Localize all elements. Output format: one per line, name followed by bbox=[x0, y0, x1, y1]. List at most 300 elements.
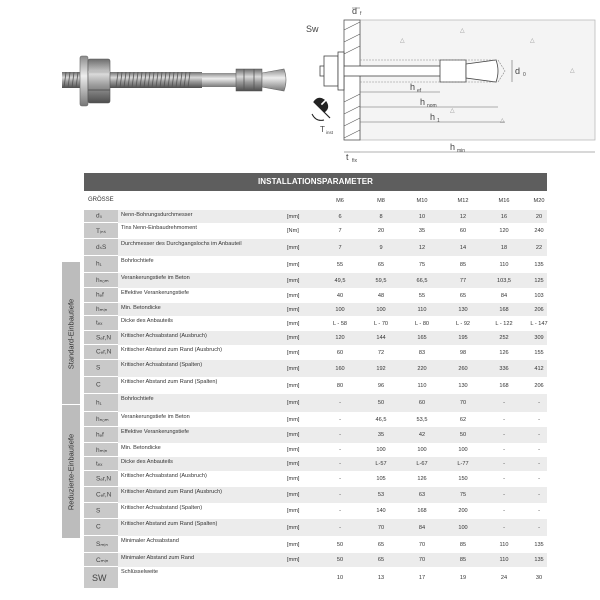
cell-value: - bbox=[538, 476, 540, 482]
svg-text:1: 1 bbox=[437, 118, 440, 124]
row-symbol-cell bbox=[84, 345, 118, 360]
cell-value: - bbox=[538, 400, 540, 406]
cell-value: - bbox=[503, 447, 505, 453]
cell-value: L - 70 bbox=[373, 320, 389, 327]
svg-text:△: △ bbox=[530, 38, 535, 44]
cell-value: 48 bbox=[377, 292, 385, 299]
label-h-nom: h bbox=[420, 97, 426, 107]
label-t-fix: t bbox=[346, 152, 349, 162]
row-symbol-cell bbox=[84, 519, 118, 536]
cell-value: 49,5 bbox=[334, 277, 346, 284]
cell-value: 7 bbox=[338, 244, 342, 251]
label-d-0: d bbox=[515, 66, 521, 76]
row-description: Durchmesser des Durchgangslochs im Anbauteil bbox=[121, 241, 242, 247]
cell-value: 13 bbox=[377, 575, 385, 581]
row-symbol: d₀ bbox=[96, 212, 103, 220]
cell-value: - bbox=[339, 400, 341, 406]
row-unit: [mm] bbox=[287, 292, 300, 299]
cell-value: 10 bbox=[336, 575, 344, 581]
row-description: Bohrlochtiefe bbox=[121, 396, 154, 402]
cell-value: 126 bbox=[499, 349, 509, 356]
cell-value: 50 bbox=[459, 432, 467, 438]
row-description: Schlüsselweite bbox=[121, 569, 158, 575]
group-standard bbox=[62, 261, 80, 405]
cell-value: 206 bbox=[534, 382, 544, 389]
row-symbol-cell bbox=[84, 360, 118, 377]
cell-value: 126 bbox=[417, 476, 427, 482]
cell-value: 130 bbox=[458, 306, 468, 313]
cell-value: 24 bbox=[500, 575, 508, 581]
cell-value: 150 bbox=[458, 476, 468, 482]
row-symbol-cell bbox=[84, 239, 118, 256]
table-row bbox=[84, 345, 547, 360]
label-t-inst: T bbox=[320, 125, 325, 134]
row-description: Kritischer Abstand zum Rand (Spalten) bbox=[121, 379, 218, 385]
row-symbol: C bbox=[96, 381, 101, 389]
table-row bbox=[84, 519, 547, 536]
row-symbol: dₛS bbox=[96, 244, 107, 251]
cell-value: 240 bbox=[534, 228, 544, 234]
cell-value: 62 bbox=[459, 416, 467, 423]
anchor-bolt-image bbox=[58, 42, 290, 122]
cell-value: - bbox=[538, 508, 540, 514]
row-symbol: h₁ bbox=[96, 260, 102, 268]
row-unit: [mm] bbox=[287, 508, 300, 514]
cell-value: 110 bbox=[417, 306, 427, 313]
cell-value: 59,5 bbox=[375, 277, 387, 284]
cell-value: 66,5 bbox=[416, 277, 428, 284]
cell-value: 55 bbox=[336, 261, 344, 268]
cell-value: 100 bbox=[417, 447, 427, 453]
row-description: Effektive Verankerungstiefe bbox=[121, 429, 189, 435]
row-symbol-cell bbox=[84, 412, 118, 427]
row-symbol: hₘᵢₙ bbox=[96, 446, 108, 454]
cell-value: L-57 bbox=[375, 461, 387, 467]
cell-value: 70 bbox=[418, 541, 426, 548]
row-unit: [mm] bbox=[287, 557, 300, 563]
cell-value: 120 bbox=[499, 228, 509, 234]
table-row bbox=[84, 457, 547, 471]
cell-value: - bbox=[339, 492, 341, 498]
row-unit: [mm] bbox=[287, 541, 300, 548]
cell-value: L - 122 bbox=[495, 320, 513, 327]
cell-value: - bbox=[538, 432, 540, 438]
cell-value: 252 bbox=[499, 335, 509, 341]
row-symbol: tₑₓ bbox=[96, 319, 103, 327]
cell-value: - bbox=[339, 432, 341, 438]
cell-value: 105 bbox=[376, 476, 386, 482]
row-unit: [mm] bbox=[287, 461, 300, 467]
cell-value: 72 bbox=[377, 349, 385, 356]
table-row bbox=[84, 394, 547, 412]
row-symbol-cell bbox=[84, 471, 118, 487]
cell-value: - bbox=[339, 476, 341, 482]
label-h-min: h bbox=[450, 142, 456, 152]
row-symbol-cell bbox=[84, 256, 118, 273]
cell-value: 96 bbox=[377, 382, 385, 389]
label-h-ef: h bbox=[410, 82, 416, 92]
table-row bbox=[84, 273, 547, 288]
cell-value: 85 bbox=[459, 541, 467, 548]
row-description: Kritischer Achsabstand (Spalten) bbox=[121, 362, 203, 368]
row-unit: [mm] bbox=[287, 524, 300, 531]
label-d-f: d bbox=[352, 6, 358, 16]
svg-text:△: △ bbox=[570, 68, 575, 74]
cell-value: 75 bbox=[418, 261, 426, 268]
cell-value: 100 bbox=[458, 447, 468, 453]
cell-value: 98 bbox=[459, 349, 467, 356]
cell-value: 100 bbox=[376, 447, 386, 453]
cell-value: 9 bbox=[379, 244, 383, 251]
row-description: Verankerungstiefe im Beton bbox=[121, 414, 190, 420]
cell-value: 200 bbox=[458, 508, 468, 514]
svg-text:0: 0 bbox=[523, 72, 526, 78]
cell-value: - bbox=[503, 400, 505, 406]
row-symbol-cell bbox=[84, 443, 118, 457]
size-header: M10 bbox=[416, 198, 428, 204]
cell-value: - bbox=[339, 508, 341, 514]
cell-value: 103 bbox=[534, 292, 544, 299]
row-unit: [Nm] bbox=[287, 228, 299, 234]
row-unit: [mm] bbox=[287, 213, 300, 220]
row-description: Bohrlochtiefe bbox=[121, 258, 154, 264]
row-symbol: hₘᵢₙ bbox=[96, 306, 108, 313]
row-unit: [mm] bbox=[287, 447, 300, 453]
cell-value: - bbox=[538, 524, 540, 531]
table-row bbox=[84, 487, 547, 503]
label-sw: Sw bbox=[306, 24, 319, 34]
svg-text:△: △ bbox=[460, 28, 465, 34]
table-row bbox=[84, 303, 547, 316]
cell-value: 50 bbox=[377, 400, 385, 406]
row-description: Verankerungstiefe im Beton bbox=[121, 275, 190, 281]
svg-text:min: min bbox=[457, 148, 466, 154]
cell-value: 130 bbox=[458, 382, 468, 389]
label-h-1: h bbox=[430, 112, 436, 122]
cell-value: 85 bbox=[459, 557, 467, 563]
cell-value: 10 bbox=[418, 213, 426, 220]
cell-value: 50 bbox=[336, 557, 344, 563]
cell-value: 46,5 bbox=[375, 416, 387, 423]
cell-value: 110 bbox=[499, 557, 509, 563]
cell-value: L - 92 bbox=[455, 320, 471, 327]
size-header: M6 bbox=[336, 198, 344, 204]
installation-parameter-table bbox=[62, 173, 547, 598]
row-symbol: S bbox=[96, 364, 101, 372]
table-row bbox=[84, 239, 547, 256]
cell-value: 77 bbox=[459, 277, 467, 284]
cell-value: 110 bbox=[499, 541, 509, 548]
installation-diagram bbox=[300, 2, 600, 170]
cell-value: 336 bbox=[499, 365, 509, 372]
row-description: Kritischer Abstand zum Rand (Ausbruch) bbox=[121, 489, 223, 495]
cell-value: 70 bbox=[459, 400, 467, 406]
cell-value: 12 bbox=[418, 244, 426, 251]
svg-text:ef: ef bbox=[417, 88, 422, 94]
row-symbol-cell bbox=[84, 553, 118, 567]
row-unit: [mm] bbox=[287, 400, 300, 406]
svg-text:△: △ bbox=[500, 118, 505, 124]
cell-value: 125 bbox=[534, 277, 544, 284]
row-unit: [mm] bbox=[287, 365, 300, 372]
table-row bbox=[84, 503, 547, 519]
cell-value: L - 147 bbox=[530, 320, 548, 327]
row-symbol-cell bbox=[84, 273, 118, 288]
cell-value: 55 bbox=[418, 292, 426, 299]
cell-value: - bbox=[538, 492, 540, 498]
cell-value: 40 bbox=[336, 292, 344, 299]
row-symbol-cell bbox=[84, 331, 118, 345]
row-symbol: tₑₓ bbox=[96, 460, 103, 467]
cell-value: - bbox=[503, 492, 505, 498]
row-symbol: hₙₒₘ bbox=[96, 277, 109, 284]
row-description: Kritischer Achsabstand (Ausbruch) bbox=[121, 333, 207, 339]
cell-value: - bbox=[503, 524, 505, 531]
row-symbol-cell bbox=[84, 316, 118, 331]
cell-value: 155 bbox=[534, 349, 544, 356]
cell-value: 144 bbox=[376, 335, 386, 341]
cell-value: 8 bbox=[379, 213, 383, 220]
cell-value: - bbox=[538, 447, 540, 453]
table-row bbox=[84, 223, 547, 239]
cell-value: 50 bbox=[336, 541, 344, 548]
cell-value: 17 bbox=[418, 575, 426, 581]
group-standard-label: Standard-Einbautiefe bbox=[66, 298, 76, 369]
row-unit: [mm] bbox=[287, 335, 300, 341]
cell-value: 60 bbox=[418, 400, 426, 406]
cell-value: 192 bbox=[376, 365, 386, 372]
size-header: M20 bbox=[533, 198, 545, 204]
row-description: Effektive Verankerungstiefe bbox=[121, 290, 189, 296]
cell-value: 65 bbox=[377, 557, 385, 563]
row-symbol: Sₘᵢₙ bbox=[96, 541, 108, 548]
cell-value: 65 bbox=[377, 541, 385, 548]
row-symbol: hₙₒₘ bbox=[96, 416, 109, 423]
cell-value: - bbox=[339, 524, 341, 531]
table-row bbox=[84, 443, 547, 457]
row-symbol: hₑf bbox=[96, 291, 104, 299]
cell-value: 135 bbox=[534, 541, 544, 548]
row-description: Kritischer Achsabstand (Spalten) bbox=[121, 505, 203, 511]
row-symbol-cell bbox=[84, 288, 118, 303]
cell-value: 168 bbox=[417, 508, 427, 514]
cell-value: 120 bbox=[335, 335, 345, 341]
svg-text:nom: nom bbox=[427, 103, 437, 109]
cell-value: 110 bbox=[417, 382, 427, 389]
row-description: Dicke des Anbauteils bbox=[121, 318, 173, 324]
cell-value: 42 bbox=[418, 432, 426, 438]
cell-value: 70 bbox=[377, 524, 385, 531]
row-symbol-cell bbox=[84, 457, 118, 471]
row-unit: [mm] bbox=[287, 349, 300, 356]
cell-value: 35 bbox=[377, 432, 385, 438]
cell-value: 22 bbox=[535, 244, 543, 251]
cell-value: 135 bbox=[534, 261, 544, 268]
row-unit: [mm] bbox=[287, 416, 300, 423]
cell-value: L-67 bbox=[416, 461, 428, 467]
cell-value: 412 bbox=[534, 365, 544, 372]
row-symbol: hₑf bbox=[96, 431, 104, 438]
row-description: Minimaler Abstand zum Rand bbox=[121, 555, 195, 561]
table-row bbox=[84, 536, 547, 553]
table-row bbox=[84, 210, 547, 223]
cell-value: 60 bbox=[459, 228, 467, 234]
cell-value: 7 bbox=[338, 228, 342, 234]
cell-value: 65 bbox=[459, 292, 467, 299]
row-symbol: S bbox=[96, 507, 101, 514]
cell-value: 30 bbox=[535, 575, 543, 581]
cell-value: 168 bbox=[499, 306, 509, 313]
table-row bbox=[84, 377, 547, 394]
row-symbol-cell bbox=[84, 377, 118, 394]
cell-value: 19 bbox=[459, 575, 467, 581]
row-unit: [mm] bbox=[287, 277, 300, 284]
cell-value: 110 bbox=[499, 261, 509, 268]
cell-value: 100 bbox=[458, 524, 468, 531]
cell-value: 6 bbox=[338, 213, 342, 220]
cell-value: - bbox=[503, 432, 505, 438]
row-unit: [mm] bbox=[287, 382, 300, 389]
cell-value: 140 bbox=[376, 508, 386, 514]
group-reduced-label: Reduzierte-Einbautiefe bbox=[66, 433, 76, 510]
row-description: Min. Betondicke bbox=[121, 445, 161, 451]
cell-value: 103,5 bbox=[497, 277, 511, 284]
cell-value: - bbox=[339, 461, 341, 467]
row-description: Tins Nenn-Einbaudrehmoment bbox=[121, 225, 197, 231]
row-description: Minimaler Achsabstand bbox=[121, 538, 179, 544]
table-row bbox=[84, 288, 547, 303]
row-symbol-cell bbox=[84, 487, 118, 503]
table-row bbox=[84, 316, 547, 331]
size-header: M8 bbox=[377, 198, 385, 204]
cell-value: 84 bbox=[500, 292, 508, 299]
row-symbol: SW bbox=[92, 572, 107, 583]
illustration-area bbox=[0, 0, 600, 172]
row-symbol: C bbox=[96, 523, 101, 531]
cell-value: - bbox=[503, 508, 505, 514]
cell-value: 309 bbox=[534, 335, 544, 341]
row-description: Min. Betondicke bbox=[121, 305, 161, 311]
row-description: Kritischer Achsabstand (Ausbruch) bbox=[121, 473, 207, 479]
row-unit: [mm] bbox=[287, 244, 300, 251]
row-unit: [mm] bbox=[287, 320, 300, 327]
svg-text:△: △ bbox=[400, 38, 405, 44]
row-symbol-cell bbox=[84, 223, 118, 239]
row-description: Kritischer Abstand zum Rand (Spalten) bbox=[121, 521, 218, 527]
row-symbol-cell bbox=[84, 303, 118, 316]
cell-value: - bbox=[503, 476, 505, 482]
cell-value: 75 bbox=[459, 492, 467, 498]
cell-value: 135 bbox=[534, 557, 544, 563]
row-symbol: Sₑr,N bbox=[96, 475, 112, 482]
cell-value: - bbox=[339, 447, 341, 453]
cell-value: 63 bbox=[418, 492, 426, 498]
row-symbol: Tᵢₙₛ bbox=[96, 227, 107, 235]
cell-value: 16 bbox=[500, 213, 508, 220]
row-description: Dicke des Anbauteils bbox=[121, 459, 173, 465]
cell-value: 65 bbox=[377, 261, 385, 268]
cell-value: L - 58 bbox=[332, 320, 348, 327]
cell-value: 70 bbox=[418, 557, 426, 563]
cell-value: 20 bbox=[535, 213, 543, 220]
cell-value: L - 80 bbox=[414, 320, 430, 327]
cell-value: 12 bbox=[459, 213, 467, 220]
size-header: M16 bbox=[498, 198, 510, 204]
svg-text:f: f bbox=[360, 11, 362, 17]
cell-value: - bbox=[538, 416, 540, 423]
cell-value: 260 bbox=[458, 365, 468, 372]
table-row bbox=[84, 331, 547, 345]
cell-value: 206 bbox=[534, 306, 544, 313]
table-row bbox=[84, 427, 547, 443]
table-row bbox=[84, 360, 547, 377]
table-row bbox=[84, 256, 547, 273]
table-row bbox=[84, 412, 547, 427]
size-label: GRÖSSE bbox=[88, 197, 114, 203]
cell-value: - bbox=[503, 416, 505, 423]
svg-text:△: △ bbox=[450, 108, 455, 114]
row-symbol-cell bbox=[84, 567, 118, 589]
cell-value: 85 bbox=[459, 261, 467, 268]
cell-value: L-77 bbox=[457, 461, 469, 467]
cell-value: 14 bbox=[459, 244, 467, 251]
row-unit: [mm] bbox=[287, 492, 300, 498]
cell-value: 18 bbox=[500, 244, 508, 251]
row-symbol: Sₑr,N bbox=[96, 334, 112, 341]
cell-value: 220 bbox=[417, 365, 427, 372]
cell-value: 83 bbox=[418, 349, 426, 356]
cell-value: 35 bbox=[418, 228, 426, 234]
size-header-row bbox=[84, 193, 547, 209]
row-unit: [mm] bbox=[287, 261, 300, 268]
row-symbol-cell bbox=[84, 427, 118, 443]
table-row bbox=[84, 471, 547, 487]
size-header: M12 bbox=[457, 198, 469, 204]
row-symbol-cell bbox=[84, 394, 118, 412]
table-row bbox=[84, 553, 547, 567]
row-unit: [mm] bbox=[287, 432, 300, 438]
group-reduced bbox=[62, 404, 80, 538]
table-title: INSTALLATIONSPARAMETER bbox=[84, 173, 547, 191]
cell-value: 168 bbox=[499, 382, 509, 389]
svg-text:fix: fix bbox=[352, 158, 357, 164]
cell-value: 160 bbox=[335, 365, 345, 372]
cell-value: 84 bbox=[418, 524, 426, 531]
row-unit: [mm] bbox=[287, 306, 300, 313]
row-symbol: Cₑr,N bbox=[96, 348, 112, 356]
row-symbol-cell bbox=[84, 210, 118, 223]
cell-value: - bbox=[503, 461, 505, 467]
row-symbol-cell bbox=[84, 536, 118, 553]
cell-value: 165 bbox=[417, 335, 427, 341]
row-symbol: Cₘᵢₙ bbox=[96, 556, 109, 564]
cell-value: 53,5 bbox=[416, 416, 428, 423]
cell-value: 100 bbox=[376, 306, 386, 313]
cell-value: 80 bbox=[336, 382, 344, 389]
cell-value: - bbox=[339, 416, 341, 423]
cell-value: 53 bbox=[377, 492, 385, 498]
row-symbol: h₁ bbox=[96, 399, 102, 406]
cell-value: 60 bbox=[336, 349, 344, 356]
row-description: Kritischer Abstand zum Rand (Ausbruch) bbox=[121, 347, 223, 353]
svg-text:inst: inst bbox=[326, 130, 334, 135]
cell-value: - bbox=[538, 461, 540, 467]
cell-value: 195 bbox=[458, 335, 468, 341]
row-unit: [mm] bbox=[287, 476, 300, 482]
row-symbol-cell bbox=[84, 503, 118, 519]
row-symbol: Cₑr,N bbox=[96, 491, 112, 498]
cell-value: 100 bbox=[335, 306, 345, 313]
